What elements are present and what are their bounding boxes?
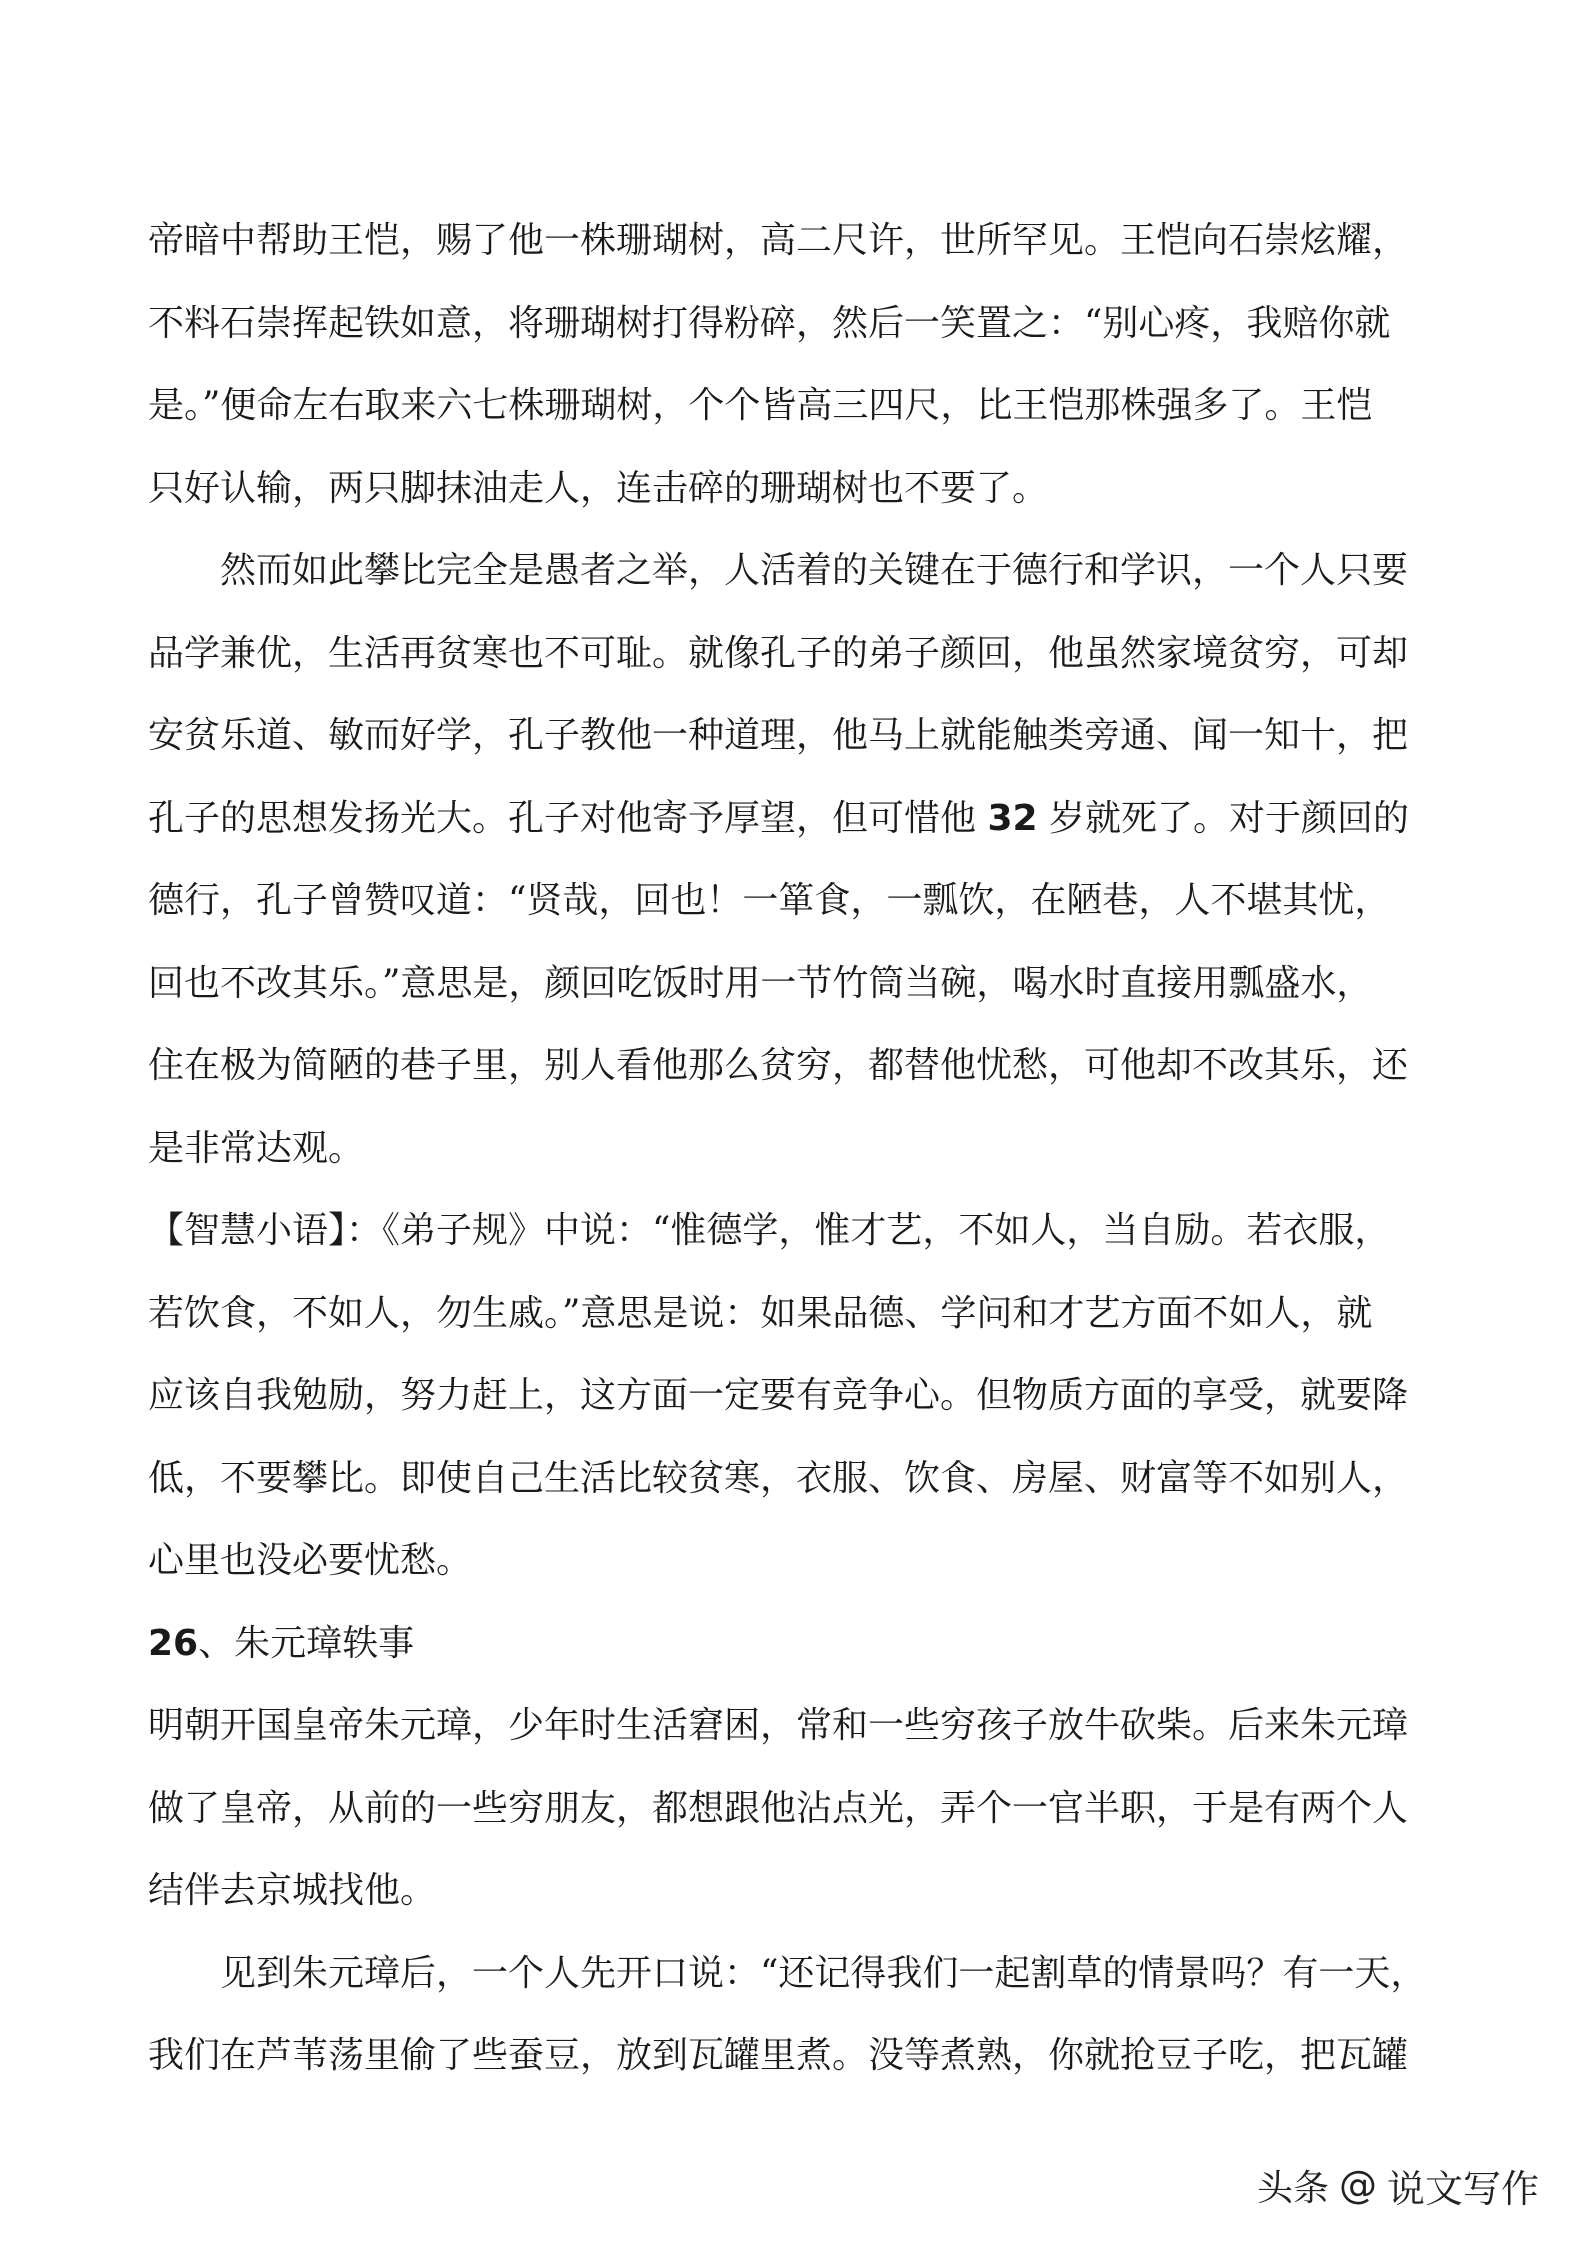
line-text: 低，不要攀比。即使自己生活比较贫寒，衣服、饮食、房屋、财富等不如别人， [148, 1457, 1409, 1499]
text-line [148, 1273, 1448, 1356]
document-body [148, 200, 1448, 2098]
line-text: 、朱元璋轶事 [198, 1622, 415, 1664]
line-text: 回也不改其乐。”意思是，颜回吃饭时用一节竹筒当碗，喝水时直接用瓢盛水， [148, 962, 1373, 1004]
text-line [148, 448, 1448, 531]
text-line [148, 1190, 1448, 1273]
line-text: 心里也没必要忧愁。 [148, 1540, 473, 1581]
line-text: 做了皇帝，从前的一些穷朋友，都想跟他沾点光，弄个一官半职，于是有两个人 [148, 1787, 1409, 1829]
line-text: 我们在芦苇荡里偷了些蚕豆，放到瓦罐里煮。没等煮熟，你就抢豆子吃，把瓦罐 [148, 2035, 1409, 2076]
watermark-at-sign: @ [1338, 2163, 1377, 2207]
line-text: 是非常达观。 [148, 1127, 365, 1169]
line-text: 德行，孔子曾赞叹道：“贤哉，回也！一箪食，一瓢饮，在陋巷，人不堪其忧， [148, 880, 1391, 921]
line-text: 住在极为简陋的巷子里，别人看他那么贫穷，都替他忧愁，可他却不改其乐，还 [148, 1045, 1409, 1086]
text-line [148, 1355, 1448, 1438]
text-line [148, 695, 1448, 778]
line-text: 应该自我勉励，努力赶上，这方面一定要有竞争心。但物质方面的享受，就要降 [148, 1375, 1409, 1416]
watermark-account: 说文写作 [1386, 2166, 1539, 2211]
line-text: 不料石崇挥起铁如意，将珊瑚树打得粉碎，然后一笑置之：“别心疼，我赔你就 [148, 302, 1391, 344]
line-text: 帝暗中帮助王恺，赐了他一株珊瑚树，高二尺许，世所罕见。王恺向石崇炫耀， [148, 220, 1409, 261]
line-text: 是。”便命左右取来六七株珊瑚树，个个皆高三四尺，比王恺那株强多了。王恺 [148, 385, 1373, 426]
text-line [148, 200, 1448, 283]
text-line [148, 1108, 1448, 1191]
text-line [148, 1933, 1448, 2016]
text-line [148, 1025, 1448, 1108]
watermark-app-name: 头条 [1256, 2167, 1329, 2209]
line-text: 安贫乐道、敏而好学，孔子教他一种道理，他马上就能触类旁通、闻一知十，把 [148, 715, 1409, 756]
text-line [148, 530, 1448, 613]
line-text: 【智慧小语】：《弟子规》中说：“惟德学，惟才艺，不如人，当自励。若衣服， [148, 1210, 1391, 1251]
line-number: 32 [987, 797, 1038, 839]
text-line [148, 1603, 1448, 1686]
text-line [148, 1438, 1448, 1521]
watermark [1229, 2145, 1567, 2225]
text-line [148, 2015, 1448, 2098]
line-text: 明朝开国皇帝朱元璋，少年时生活窘困，常和一些穷孩子放牛砍柴。后来朱元璋 [148, 1705, 1409, 1746]
text-line [148, 778, 1448, 861]
line-text: 品学兼优，生活再贫寒也不可耻。就像孔子的弟子颜回，他虽然家境贫穷，可却 [148, 632, 1409, 674]
text-line [148, 365, 1448, 448]
text-line [148, 1685, 1448, 1768]
line-text: 结伴去京城找他。 [148, 1870, 437, 1911]
text-line [148, 1768, 1448, 1851]
line-text: 见到朱元璋后，一个人先开口说：“还记得我们一起割草的情景吗？有一天， [220, 1952, 1427, 1994]
text-line [148, 283, 1448, 366]
line-text: 然而如此攀比完全是愚者之举，人活着的关键在于德行和学识，一个人只要 [220, 550, 1409, 591]
text-line [148, 943, 1448, 1026]
text-line [148, 1520, 1448, 1603]
text-line [148, 860, 1448, 943]
line-text: 只好认输，两只脚抹油走人，连击碎的珊瑚树也不要了。 [148, 467, 1049, 509]
text-line [148, 613, 1448, 696]
line-text: 岁就死了。对于颜回的 [1037, 797, 1410, 839]
line-text: 孔子的思想发扬光大。孔子对他寄予厚望，但可惜他 [148, 797, 988, 839]
line-number: 26 [148, 1622, 199, 1664]
line-text: 若饮食，不如人，勿生戚。”意思是说：如果品德、学问和才艺方面不如人，就 [148, 1292, 1373, 1334]
text-line [148, 1850, 1448, 1933]
